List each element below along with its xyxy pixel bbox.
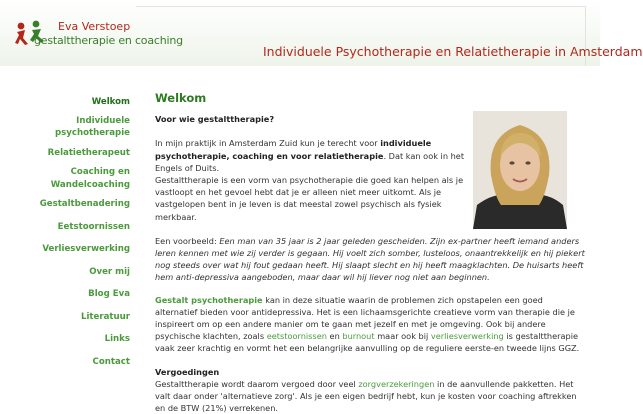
intro-text-a: In mijn praktijk in Amsterdam Zuid kun je terecht voor xyxy=(155,138,381,149)
nav-welkom[interactable]: Welkom xyxy=(91,97,130,107)
link-verliesverwerking[interactable]: verliesverwerking xyxy=(430,331,504,342)
nav-links[interactable]: Links xyxy=(104,334,130,344)
intro-text-c: . Dat kan ook in het Engels of Duits. xyxy=(155,150,465,173)
nav-coaching-wandelcoaching[interactable]: Coaching en Wandelcoaching xyxy=(50,167,130,190)
intro-text-d: Gestalttherapie is een vorm van psychotherapie die goed kan helpen als je vastloopt en het gevoel hebt dat je er alleen niet meer uitkomt. Als je vastgelopen bent in je leven is dat meestal zowel psychisch als fysiek merkbaar. xyxy=(155,175,464,222)
example-label: Een voorbeeld: xyxy=(155,235,220,246)
intro-paragraph xyxy=(155,137,471,222)
example-paragraph xyxy=(155,235,587,284)
logo-name[interactable]: Eva Verstoep xyxy=(58,20,131,33)
link-burnout[interactable]: burnout xyxy=(342,331,375,342)
vergoedingen-text-a: Gestalttherapie wordt daarom vergoed door veel xyxy=(155,378,359,389)
page-title: Welkom xyxy=(155,91,207,105)
vergoedingen-text-b: in de aanvullende pakketten. Het valt daar onder 'alternatieve zorg'. Als je een eigen bedrijf hebt, kun je kosten voor coaching aftrekken en de BTW (21%) verrekenen. xyxy=(155,378,577,414)
therapy-text-c: maar ook bij xyxy=(374,331,431,342)
therapy-text-b: en xyxy=(326,331,343,342)
nav-relatietherapeut[interactable]: Relatietherapeut xyxy=(47,147,130,158)
subheading: Voor wie gestalttherapie? xyxy=(155,114,275,125)
header-divider xyxy=(136,6,586,7)
logo-tagline: gestalttherapie en coaching xyxy=(34,34,183,47)
example-text: Een man van 35 jaar is 2 jaar geleden gescheiden. Zijn ex-partner heeft iemand anders leren kennen met wie zij verder is gegaan. Hij voelt zich somber, lusteloos, onaantrekkelijk en hij piekert nog steeds over wat hij fout gedaan heeft. Hij slaapt slecht en hij heeft maagklachten. De huisarts heeft hem anti-depressiva aangeboden, maar daar wil hij liever nog niet aan beginnen. xyxy=(155,235,585,283)
nav-verliesverwerking[interactable]: Verliesverwerking xyxy=(42,244,130,254)
vergoedingen-heading: Vergoedingen xyxy=(155,366,220,377)
nav-blog-eva[interactable]: Blog Eva xyxy=(88,289,130,299)
link-zorgverzekeringen[interactable]: zorgverzekeringen xyxy=(358,378,435,389)
sidebar-nav xyxy=(0,96,130,368)
nav-contact[interactable]: Contact xyxy=(92,356,130,367)
vergoedingen-paragraph xyxy=(155,378,587,414)
link-eetstoornissen[interactable]: eetstoornissen xyxy=(266,331,327,342)
nav-individuele-psychotherapie[interactable]: Individuele psychotherapie xyxy=(54,115,130,138)
therapy-text-a: kan in deze situatie waarin de problemen zich opstapelen een goed alternatief bieden voor antidepressiva. Het is een lichaamsgerichte creatieve vorm van therapie die je inspireert om op een andere manier om te gaan met jezelf en met je omgeving. Ook bij andere psychische klachten, zoals xyxy=(155,294,575,342)
site-title: Individuele Psychotherapie en Relatietherapie in Amsterdam xyxy=(263,44,643,59)
nav-eetstoornissen[interactable]: Eetstoornissen xyxy=(57,221,130,232)
therapy-paragraph xyxy=(155,294,587,355)
link-gestalt-psychotherapie[interactable]: Gestalt psychotherapie xyxy=(155,294,263,305)
nav-literatuur[interactable]: Literatuur xyxy=(81,311,130,322)
nav-over-mij[interactable]: Over mij xyxy=(89,266,130,277)
nav-gestaltbenadering[interactable]: Gestaltbenadering xyxy=(39,199,130,209)
therapy-text-d: is gestalttherapie vaak zeer krachtig en vormt het een belangrijke aanvulling op de reguliere eerste-en tweede lijns GGZ. xyxy=(155,331,580,354)
main-content xyxy=(155,92,587,414)
intro-text-bold: individuele psychotherapie, coaching en voor relatietherapie xyxy=(155,138,432,161)
